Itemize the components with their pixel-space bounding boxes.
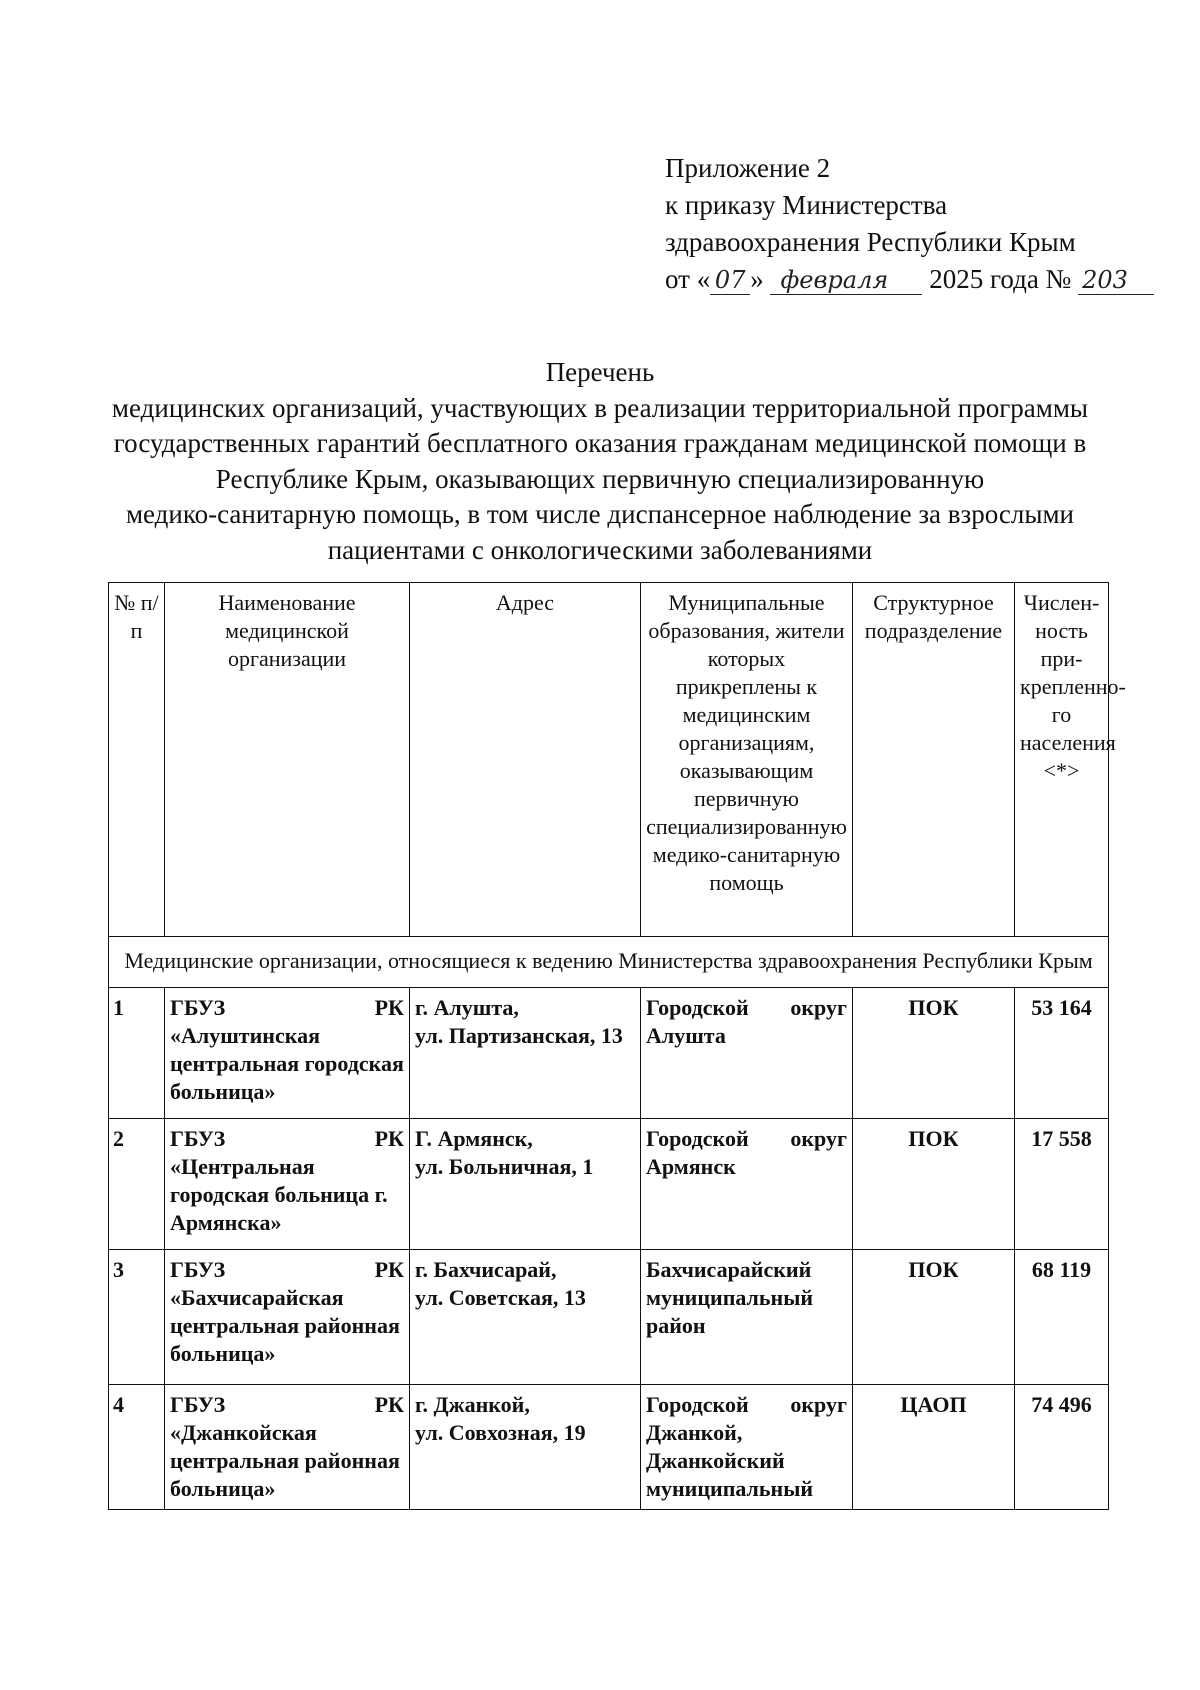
address-street: ул. Партизанская, 13 (415, 1023, 623, 1048)
table-header-row (109, 583, 1109, 937)
from-label: от « (665, 264, 711, 294)
header-address: Адрес (410, 583, 641, 937)
org-name: «Джанкойская центральная районная больница» (170, 1420, 400, 1501)
title-line: государственных гарантий бесплатного оказания гражданам медицинской помощи в (113, 428, 1087, 458)
title-line: Перечень (545, 357, 655, 387)
table-row (109, 1250, 1109, 1385)
address-cell (410, 1250, 641, 1385)
municipal-cell: Городской округ Джанкой, Джанкойский муниципальный (641, 1385, 853, 1510)
structural-cell: ПОК (853, 1250, 1015, 1385)
population-cell: 68 119 (1015, 1250, 1109, 1385)
section-row (109, 937, 1109, 988)
address-city: г. Джанкой, (415, 1392, 530, 1417)
org-cell (165, 1119, 410, 1250)
municipal-cell: Городской округ Алушта (641, 988, 853, 1119)
org-rk: РК (374, 1392, 404, 1417)
title-line: Республике Крым, оказывающих первичную специализированную (215, 463, 985, 494)
structural-cell: ЦАОП (853, 1385, 1015, 1510)
address-cell (410, 1385, 641, 1510)
org-cell (165, 988, 410, 1119)
handwritten-month: февраля (770, 266, 922, 295)
header-name: Наименование медицинской организации (165, 583, 410, 937)
address-city: Г. Армянск, (415, 1126, 533, 1151)
structural-cell: ПОК (853, 988, 1015, 1119)
handwritten-day: 07 (710, 266, 750, 295)
population-cell: 17 558 (1015, 1119, 1109, 1250)
appendix-block (665, 150, 1154, 298)
appendix-line: к приказу Министерства (665, 190, 948, 220)
organizations-table (108, 582, 1126, 1510)
title-line: медицинских организаций, участвующих в реализации территориальной программы (111, 392, 1089, 423)
address-street: ул. Больничная, 1 (415, 1154, 594, 1179)
address-street: ул. Совхозная, 19 (415, 1420, 586, 1445)
row-number: 1 (109, 988, 165, 1119)
org-name: «Центральная городская больница г. Армянска» (170, 1154, 388, 1235)
address-street: ул. Советская, 13 (415, 1285, 586, 1310)
address-city: г. Бахчисарай, (415, 1257, 557, 1282)
table-row (109, 1119, 1109, 1250)
document-title (100, 355, 1100, 568)
header-municipal: Муниципальные образования, жители которых прикреплены к медицинским организациям, оказывающим первичную специализированную медико-санитарную помощь (641, 583, 853, 937)
header-structural: Структурное подразделение (853, 583, 1015, 937)
address-cell (410, 1119, 641, 1250)
org-prefix: ГБУЗ (170, 1126, 226, 1151)
row-number: 3 (109, 1250, 165, 1385)
title-line: пациентами с онкологическими заболеваниями (327, 534, 873, 565)
section-title: Медицинские организации, относящиеся к ведению Министерства здравоохранения Республики Крым (109, 937, 1109, 988)
org-rk: РК (374, 1126, 404, 1151)
org-name: «Алуштинская центральная городская больница» (170, 1023, 404, 1104)
org-rk: РК (374, 1257, 404, 1282)
order-date-line (665, 261, 1154, 298)
municipal-cell: Городской округ Армянск (641, 1119, 853, 1250)
org-name: «Бахчисарайская центральная районная больница» (170, 1285, 400, 1366)
municipal-cell: Бахчисарайский муниципальный район (641, 1250, 853, 1385)
org-prefix: ГБУЗ (170, 995, 226, 1020)
address-city: г. Алушта, (415, 995, 519, 1020)
header-population: Числен-ность при-крепленно-го населения <*> (1015, 583, 1109, 937)
org-cell (165, 1385, 410, 1510)
title-line: медико-санитарную помощь, в том числе диспансерное наблюдение за взрослыми (125, 499, 1075, 529)
handwritten-order-number: 203 (1078, 266, 1154, 295)
appendix-line: Приложение 2 (665, 153, 831, 183)
year-text: 2025 года № (929, 264, 1072, 294)
org-prefix: ГБУЗ (170, 1392, 226, 1417)
table-row (109, 1385, 1109, 1510)
population-cell: 53 164 (1015, 988, 1109, 1119)
table-row (109, 988, 1109, 1119)
address-cell (410, 988, 641, 1119)
structural-cell: ПОК (853, 1119, 1015, 1250)
org-prefix: ГБУЗ (170, 1257, 226, 1282)
row-number: 2 (109, 1119, 165, 1250)
org-rk: РК (374, 995, 404, 1020)
quote-close: » (750, 264, 764, 294)
appendix-line: здравоохранения Республики Крым (665, 227, 1076, 257)
org-cell (165, 1250, 410, 1385)
header-num: № п/п (109, 583, 165, 937)
row-number: 4 (109, 1385, 165, 1510)
population-cell: 74 496 (1015, 1385, 1109, 1510)
